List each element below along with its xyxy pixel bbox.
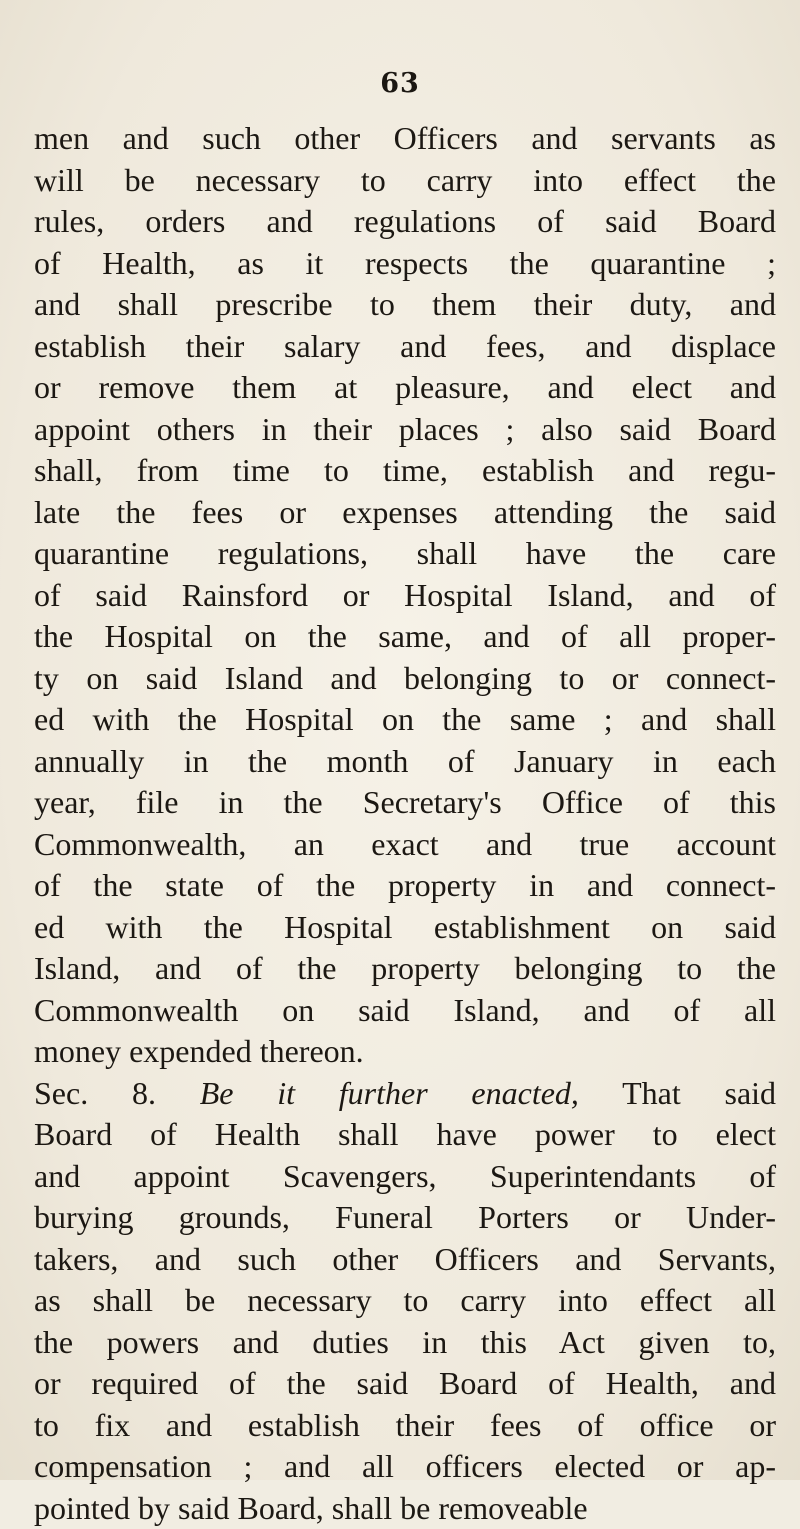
page-number: 63	[0, 68, 800, 99]
body-text	[34, 118, 776, 1529]
section-text: That said	[622, 1075, 776, 1111]
text-line: to fix and establish their fees of office or	[34, 1405, 776, 1447]
text-line: Board of Health shall have power to elect	[34, 1114, 776, 1156]
text-line: Island, and of the property belonging to the	[34, 948, 776, 990]
text-line: burying grounds, Funeral Porters or Under-	[34, 1197, 776, 1239]
text-line: of said Rainsford or Hospital Island, and of	[34, 575, 776, 617]
text-line: year, file in the Secretary's Office of this	[34, 782, 776, 824]
section-label: Sec. 8.	[34, 1075, 156, 1111]
text-line: Commonwealth, an exact and true account	[34, 824, 776, 866]
text-line: of the state of the property in and connect-	[34, 865, 776, 907]
text-line: Commonwealth on said Island, and of all	[34, 990, 776, 1032]
text-line: rules, orders and regulations of said Board	[34, 201, 776, 243]
text-line: pointed by said Board, shall be removeable	[34, 1488, 776, 1529]
text-line: compensation ; and all officers elected or ap-	[34, 1446, 776, 1488]
text-line: takers, and such other Officers and Servants,	[34, 1239, 776, 1281]
text-line: and appoint Scavengers, Superintendants of	[34, 1156, 776, 1198]
text-line: the powers and duties in this Act given to,	[34, 1322, 776, 1364]
text-line: appoint others in their places ; also said Board	[34, 409, 776, 451]
text-line: late the fees or expenses attending the said	[34, 492, 776, 534]
text-line: will be necessary to carry into effect the	[34, 160, 776, 202]
text-line: men and such other Officers and servants as	[34, 118, 776, 160]
text-line: or required of the said Board of Health, and	[34, 1363, 776, 1405]
text-line: as shall be necessary to carry into effect all	[34, 1280, 776, 1322]
text-line: or remove them at pleasure, and elect and	[34, 367, 776, 409]
section-heading-line	[34, 1073, 776, 1115]
text-line: annually in the month of January in each	[34, 741, 776, 783]
text-line: of Health, as it respects the quarantine ;	[34, 243, 776, 285]
text-line: the Hospital on the same, and of all proper-	[34, 616, 776, 658]
text-line: and shall prescribe to them their duty, and	[34, 284, 776, 326]
text-line: ed with the Hospital establishment on said	[34, 907, 776, 949]
text-line: establish their salary and fees, and displace	[34, 326, 776, 368]
text-line: ed with the Hospital on the same ; and shall	[34, 699, 776, 741]
enactment-phrase: Be it further enacted,	[200, 1075, 579, 1111]
text-line: money expended thereon.	[34, 1031, 776, 1073]
text-line: shall, from time to time, establish and regu-	[34, 450, 776, 492]
text-line: ty on said Island and belonging to or connect-	[34, 658, 776, 700]
text-line: quarantine regulations, shall have the care	[34, 533, 776, 575]
